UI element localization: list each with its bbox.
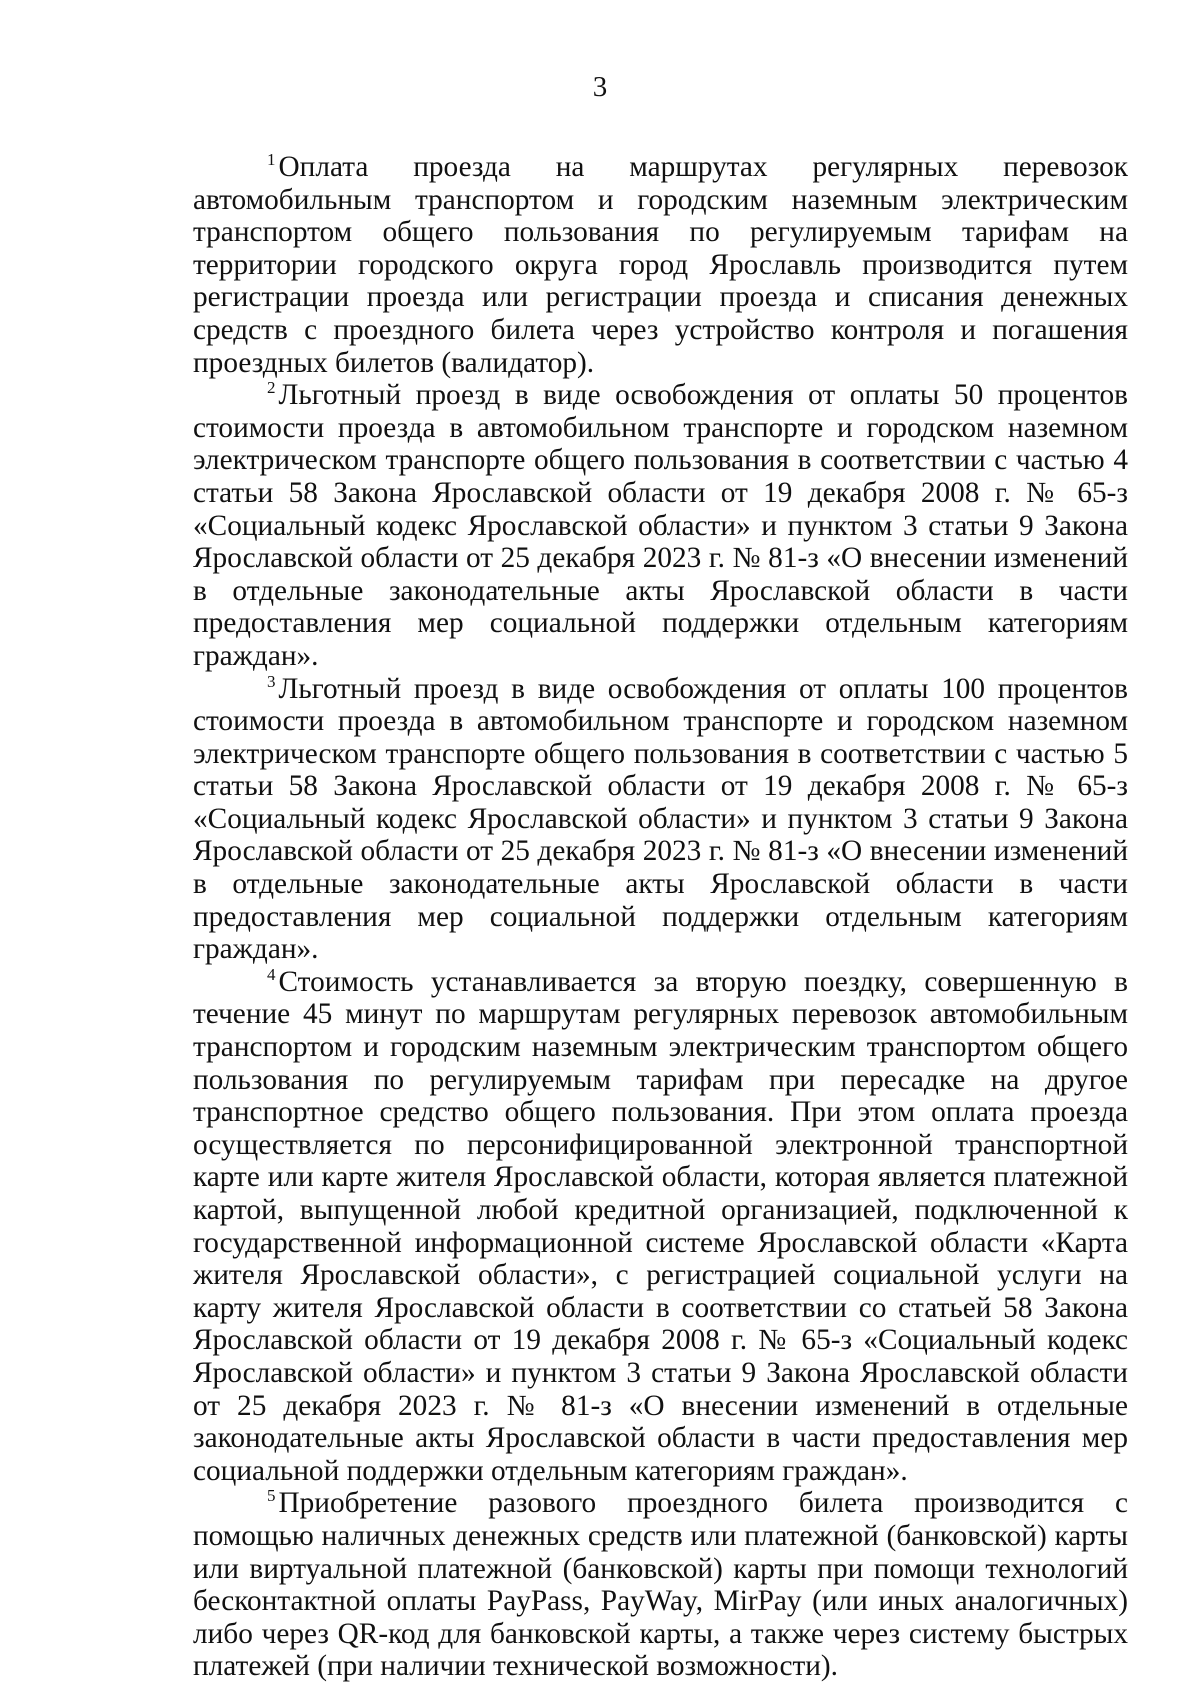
footnote-marker: 5 <box>267 1486 276 1506</box>
footnote-text: Льготный проезд в виде освобождения от оплаты 100 процентов стоимости проезда в автомобильном транспорте и городском наземном электрическом транспорте общего пользования в соответствии с частью 5 статьи 58 Закона Ярославской области от 19 декабря 2008 г. № 65-з «Социальный кодекс Ярославской области» и пунктом 3 статьи 9 Закона Ярославской области от 25 декабря 2023 г. № 81-з «О внесении изменений в отдельные законодательные акты Ярославской области в части предоставления мер социальной поддержки отдельным категориям граждан». <box>193 672 1128 966</box>
footnote-1 <box>193 151 1128 379</box>
footnote-marker: 1 <box>267 150 276 169</box>
page-number: 3 <box>592 71 608 103</box>
footnote-5 <box>193 1487 1128 1683</box>
footnote-marker: 2 <box>267 378 276 398</box>
footnote-2 <box>193 379 1128 672</box>
footnotes-section <box>193 151 1128 1683</box>
footnote-3 <box>193 673 1128 966</box>
footnote-text: Приобретение разового проездного билета производится с помощью наличных денежных средств или платежной (банковской) карты или виртуальной платежной (банковской) карты при помощи технологий бесконтактной оплаты PayPass, PayWay, MirPay (или иных аналогичных) либо через QR-код для банковской карты, а также через систему быстрых платежей (при наличии технической возможности). <box>193 1487 1128 1683</box>
footnote-4 <box>193 966 1128 1488</box>
footnote-text: Оплата проезда на маршрутах регулярных перевозок автомобильным транспортом и городским наземным электрическим транспортом общего пользования по регулируемым тарифам на территории городского округа город Ярославль производится путем регистрации проезда или регистрации проезда и списания денежных средств с проездного билета через устройство контроля и погашения проездных билетов (валидатор). <box>193 151 1128 379</box>
footnote-marker: 4 <box>267 964 276 984</box>
footnote-text: Стоимость устанавливается за вторую поездку, совершенную в течение 45 минут по маршрутам регулярных перевозок автомобильным транспортом и городским наземным электрическим транспортом общего пользования по регулируемым тарифам при пересадке на другое транспортное средство общего пользования. При этом оплата проезда осуществляется по персонифицированной электронной транспортной карте или карте жителя Ярославской области, которая является платежной картой, выпущенной любой кредитной организацией, подключенной к государственной информационной системе Ярославской области «Карта жителя Ярославской области», с регистрацией социальной услуги на карту жителя Ярославской области в соответствии со статьей 58 Закона Ярославской области от 19 декабря 2008 г. № 65-з «Социальный кодекс Ярославской области» и пунктом 3 статьи 9 Закона Ярославской области от 25 декабря 2023 г. № 81-з «О внесении изменений в отдельные законодательные акты Ярославской области в части предоставления мер социальной поддержки отдельным категориям граждан». <box>193 965 1128 1487</box>
footnote-marker: 3 <box>267 671 276 691</box>
footnote-text: Льготный проезд в виде освобождения от оплаты 50 процентов стоимости проезда в автомобильном транспорте и городском наземном электрическом транспорте общего пользования в соответствии с частью 4 статьи 58 Закона Ярославской области от 19 декабря 2008 г. № 65-з «Социальный кодекс Ярославской области» и пунктом 3 статьи 9 Закона Ярославской области от 25 декабря 2023 г. № 81-з «О внесении изменений в отдельные законодательные акты Ярославской области в части предоставления мер социальной поддержки отдельным категориям граждан». <box>193 379 1128 672</box>
